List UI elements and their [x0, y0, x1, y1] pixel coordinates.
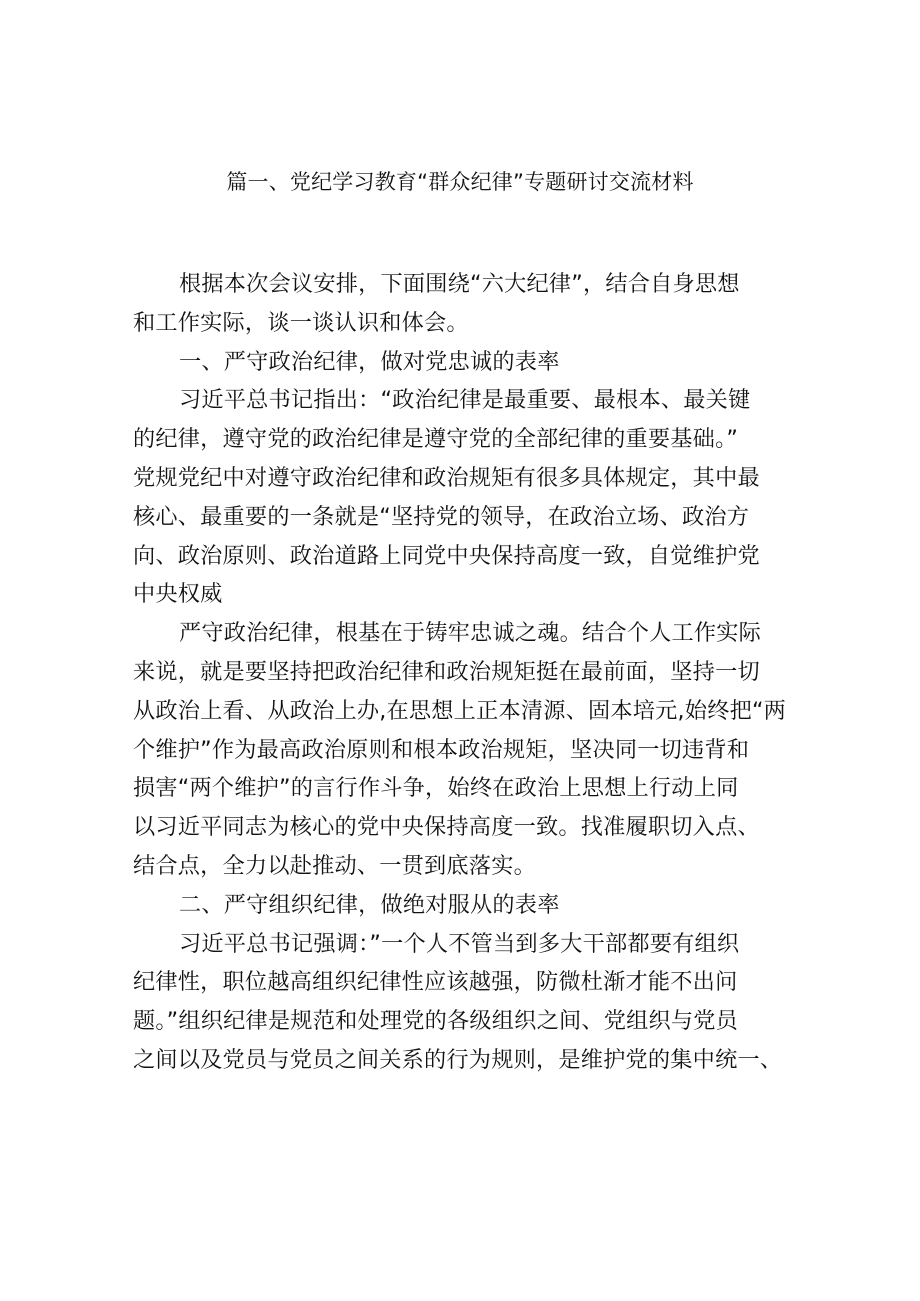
section-heading: 二、严守组织纪律，做绝对服从的表率	[179, 891, 560, 918]
paragraph-line: 来说，就是要坚持把政治纪律和政治规矩挺在最前面，坚持一切	[133, 658, 760, 685]
paragraph-line: 向、政治原则、政治道路上同党中央保持高度一致，自觉维护党	[133, 542, 760, 569]
paragraph-line: 题。”组织纪律是规范和处理党的各级组织之间、党组织与党员	[133, 1008, 739, 1035]
paragraph-line: 中央权威	[133, 581, 223, 608]
paragraph-line: 根据本次会议安排，下面围绕“六大纪律”，结合自身思想	[179, 271, 740, 297]
document-body	[133, 265, 798, 1080]
paragraph-line: 损害“两个维护”的言行作斗争，始终在政治上思想上行动上同	[133, 775, 739, 802]
section-heading: 一、严守政治纪律，做对党忠诚的表率	[179, 348, 560, 375]
paragraph-line: 党规党纪中对遵守政治纪律和政治规矩有很多具体规定，其中最	[133, 464, 760, 491]
paragraph-line: 和工作实际，谈一谈认识和体会。	[133, 309, 469, 336]
paragraph-line: 的纪律，遵守党的政治纪律是遵守党的全部纪律的重要基础。”	[133, 426, 739, 453]
paragraph-line: 从政治上看、从政治上办,在思想上正本清源、固本培元,始终把“两	[133, 697, 787, 724]
paragraph-line: 结合点，全力以赴推动、一贯到底落实。	[133, 852, 536, 879]
paragraph-line: 以习近平同志为核心的党中央保持高度一致。找准履职切入点、	[133, 814, 760, 841]
document-title: 篇一、党纪学习教育“群众纪律”专题研讨交流材料	[226, 170, 694, 194]
paragraph-line: 习近平总书记强调：”一个人不管当到多大干部都要有组织	[179, 930, 740, 957]
paragraph-line: 之间以及党员与党员之间关系的行为规则，是维护党的集中统一、	[133, 1046, 783, 1073]
paragraph-line: 习近平总书记指出：“政治纪律是最重要、最根本、最关键	[179, 387, 751, 414]
paragraph-line: 纪律性，职位越高组织纪律性应该越强，防微杜渐才能不出问	[133, 969, 738, 996]
paragraph-line: 个维护”作为最高政治原则和根本政治规矩，坚决同一切违背和	[133, 736, 750, 763]
paragraph-line: 核心、最重要的一条就是“坚持党的领导，在政治立场、政治方	[133, 503, 750, 530]
paragraph-line: 严守政治纪律，根基在于铸牢忠诚之魂。结合个人工作实际	[179, 620, 762, 647]
